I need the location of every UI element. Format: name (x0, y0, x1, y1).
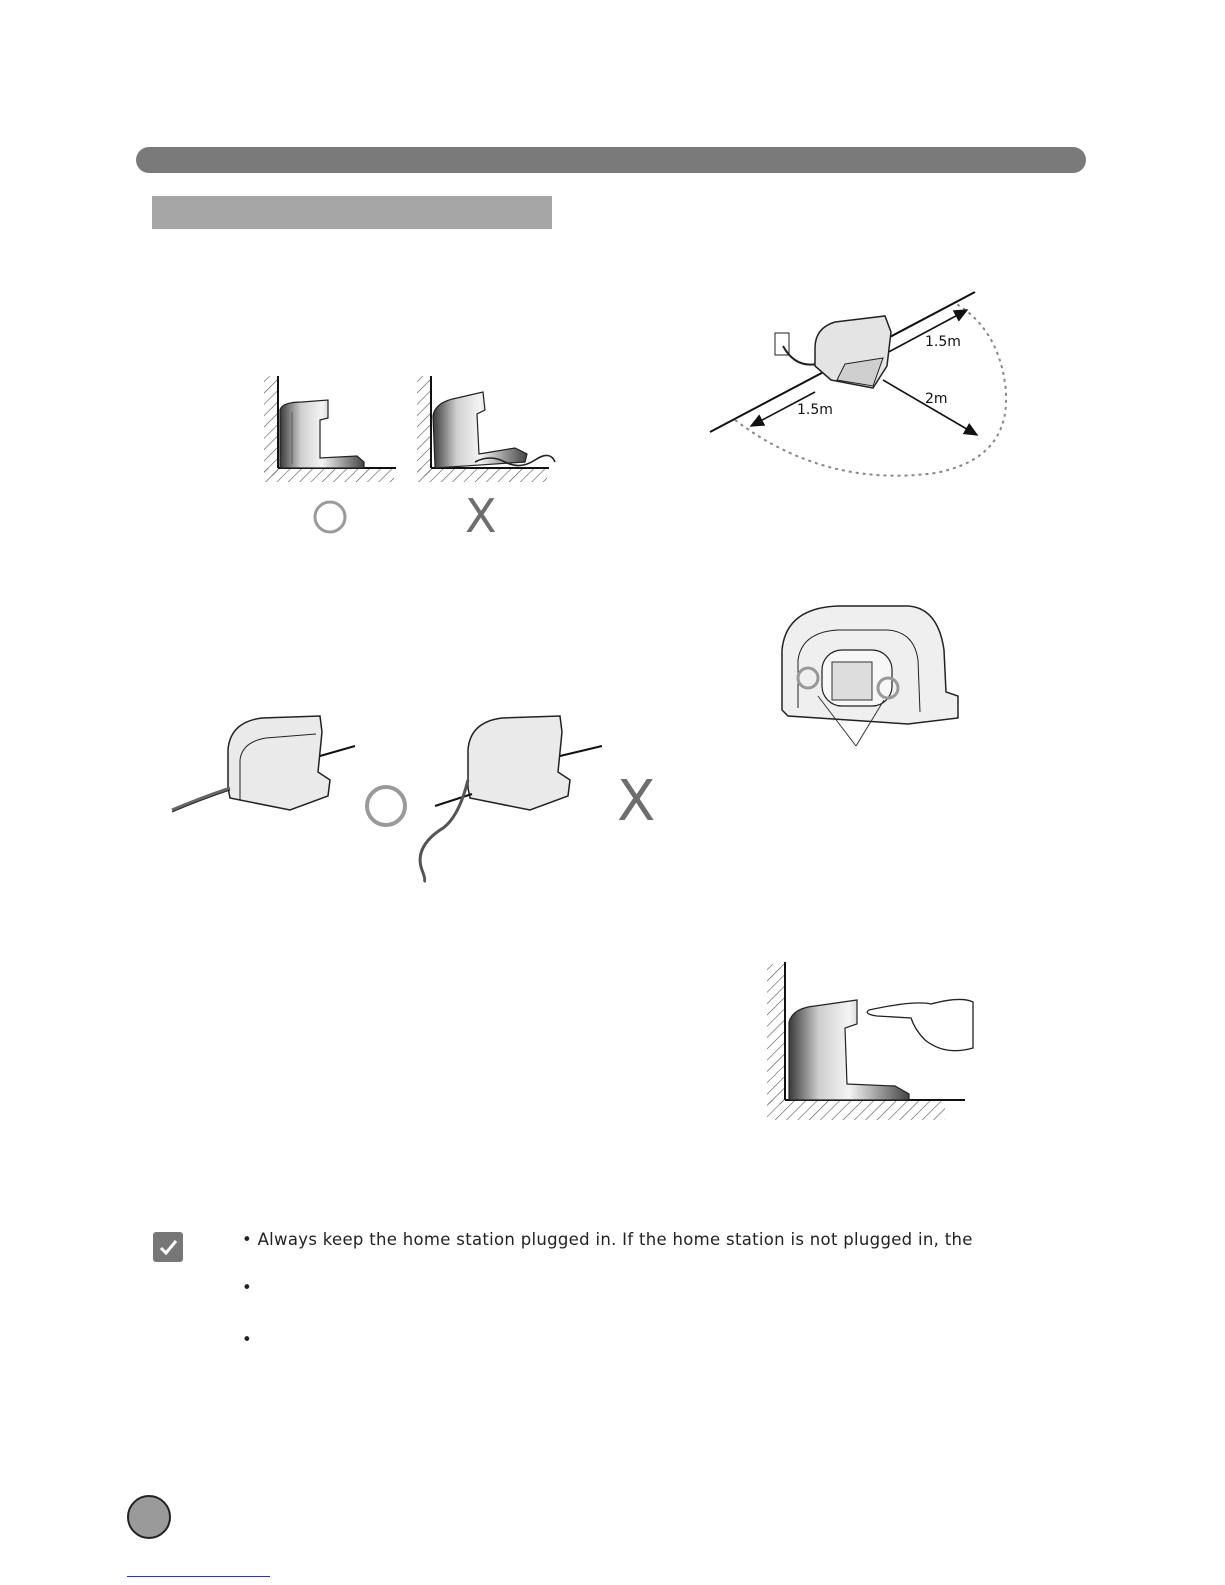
note-bullet-3: • (242, 1330, 253, 1349)
bad-x-mark: X (465, 489, 497, 543)
station-rear-view-figure (778, 600, 972, 750)
note-bullet-2: • (242, 1278, 253, 1297)
note-bullet-1: • Always keep the home station plugged in. If the home station is not plugged in, the (242, 1230, 973, 1249)
clearance-distance-figure (705, 288, 1025, 488)
header-bar (136, 147, 1086, 173)
checkmark-icon (153, 1232, 183, 1262)
cord-loose-figure (410, 710, 610, 885)
station-press-figure (765, 960, 980, 1130)
station-on-carpet-figure (415, 372, 565, 492)
station-on-flat-floor-figure (262, 372, 402, 492)
distance-label-front: 2m (925, 391, 948, 407)
section-title-bar (152, 196, 552, 229)
distance-label-right: 1.5m (925, 334, 961, 350)
ok-circle-mark-2 (364, 784, 408, 828)
distance-label-left: 1.5m (797, 402, 833, 418)
bad-x-mark-2: X (617, 769, 656, 834)
page-number-circle (127, 1495, 171, 1539)
ok-circle-mark (310, 497, 350, 537)
cord-routed-behind-figure (170, 710, 370, 820)
footer-rule (127, 1576, 270, 1577)
